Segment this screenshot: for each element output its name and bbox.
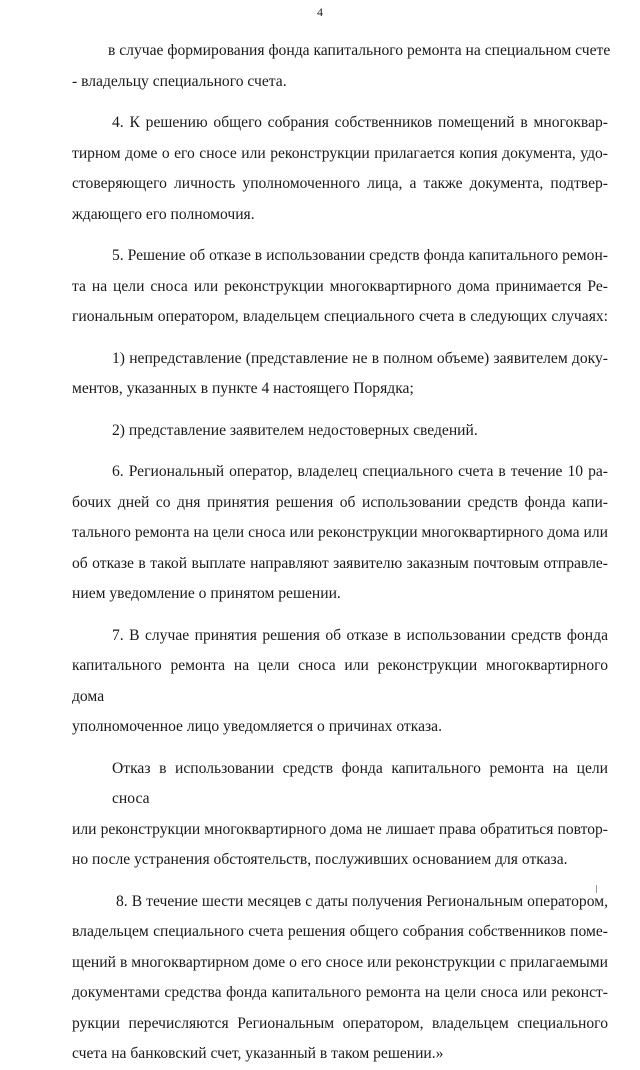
text-line: - владельцу специального счета. — [72, 72, 287, 90]
paragraph-subitem-2 — [72, 416, 608, 447]
text-line: стоверяющего личность уполномоченного лица, а также документа, подтвер- — [72, 175, 608, 192]
text-line: счета на банковский счет, указанный в таком решении.» — [72, 1045, 444, 1062]
text-line: тирном доме о его сносе или реконструкции прилагается копия документа, удо- — [72, 144, 608, 162]
text-line: гиональным оператором, владельцем специального счета в следующих случаях: — [72, 308, 608, 325]
text-line: 8. В течение шести месяцев с даты получения Региональным оператором, — [116, 892, 608, 910]
text-line: рукции перечисляются Региональным оператором, владельцем специального — [72, 1014, 608, 1032]
paragraph-refusal — [72, 754, 608, 876]
text-line: об отказе в такой выплате направляют заявителю заказным почтовым отправле- — [72, 554, 608, 572]
paragraph-item-6 — [72, 457, 608, 610]
text-line: та на цели сноса или реконструкции многоквартирного дома принимается Ре- — [72, 277, 608, 295]
text-line: владельцем специального счета решения общего собрания собственников поме- — [72, 923, 608, 940]
text-line: 4. К решению общего собрания собственников помещений в многоквар- — [112, 114, 608, 131]
text-line: щений в многоквартирном доме о его сносе или реконструкции с прилагаемыми — [72, 953, 608, 971]
text-line: Отказ в использовании средств фонда капитального ремонта на цели сноса — [112, 759, 608, 807]
paragraph-item-7 — [72, 621, 608, 743]
paragraph-item-4 — [72, 108, 608, 230]
paragraph-item-5 — [72, 241, 608, 333]
text-line: 2) представление заявителем недостоверных сведений. — [112, 421, 478, 439]
text-line: ментов, указанных в пункте 4 настоящего Порядка; — [72, 380, 414, 397]
text-line: уполномоченное лицо уведомляется о причинах отказа. — [72, 718, 442, 735]
text-line: документами средства фонда капитального ремонта на цели сноса или реконст- — [72, 984, 608, 1001]
scan-margin-mark — [596, 885, 597, 893]
text-line: ждающего его полномочия. — [72, 205, 255, 223]
document-body — [72, 36, 611, 1070]
paragraph-continuation — [72, 36, 611, 97]
text-line: но после устранения обстоятельств, послуживших основанием для отказа. — [72, 851, 568, 868]
text-line: 6. Региональный оператор, владелец специального счета в течение 10 ра- — [112, 463, 608, 480]
text-line: нием уведомление о принятом решении. — [72, 585, 341, 602]
page-number: 4 — [317, 5, 323, 19]
text-line: 5. Решение об отказе в использовании средств фонда капитального ремон- — [112, 247, 608, 264]
text-line: 7. В случае принятия решения об отказе в использовании средств фонда — [112, 626, 608, 644]
text-line: 1) непредставление (представление не в полном объеме) заявителем доку- — [112, 349, 608, 367]
text-line: в случае формирования фонда капитального ремонта на специальном счете — [108, 42, 611, 59]
text-line: бочих дней со дня принятия решения об использовании средств фонда капи- — [72, 493, 608, 511]
text-line: капитального ремонта на цели сноса или реконструкции многоквартирного дома — [72, 657, 608, 705]
text-line: или реконструкции многоквартирного дома не лишает права обратиться повтор- — [72, 820, 608, 838]
paragraph-item-8 — [72, 887, 608, 1070]
paragraph-subitem-1 — [72, 344, 608, 405]
text-line: тального ремонта на цели сноса или реконструкции многоквартирного дома или — [72, 524, 608, 541]
